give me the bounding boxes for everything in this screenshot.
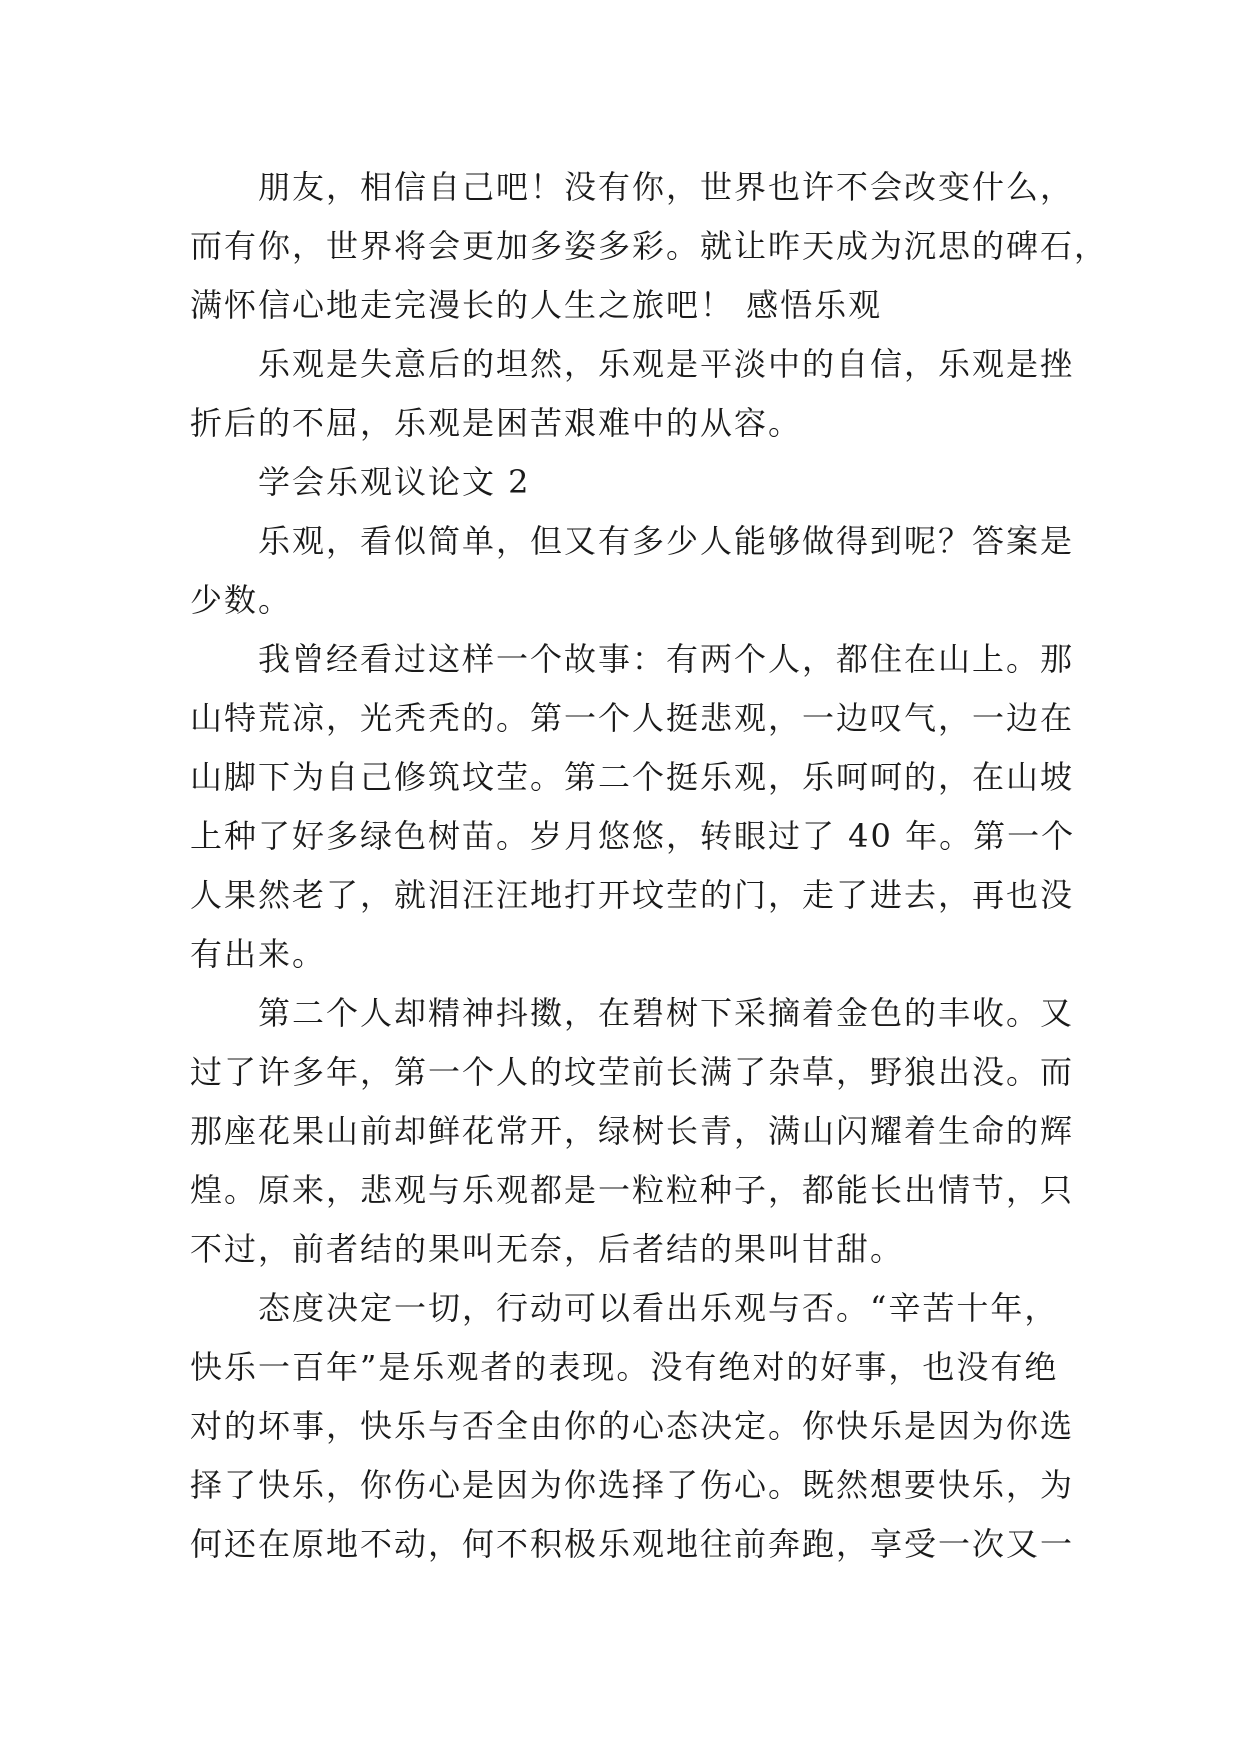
- text-line: 人果然老了，就泪汪汪地打开坟茔的门，走了进去，再也没: [190, 876, 1075, 914]
- text-line: 有出来。: [190, 935, 327, 973]
- text-line: 煌。原来，悲观与乐观都是一粒粒种子，都能长出情节，只: [190, 1171, 1075, 1209]
- paragraph: [190, 453, 1060, 512]
- text-line: 那座花果山前却鲜花常开，绿树长青，满山闪耀着生命的辉: [190, 1112, 1075, 1150]
- text-line: 山特荒凉，光秃秃的。第一个人挺悲观，一边叹气，一边在: [190, 699, 1075, 737]
- document-body: [190, 158, 1109, 1574]
- text-line: 乐观是失意后的坦然，乐观是平淡中的自信，乐观是挫: [258, 345, 1075, 383]
- paragraph: [190, 512, 1075, 630]
- text-line: 朋友，相信自己吧！没有你，世界也许不会改变什么，: [258, 168, 1075, 206]
- paragraph: [190, 158, 1109, 335]
- text-line: 择了快乐，你伤心是因为你选择了伤心。既然想要快乐，为: [190, 1466, 1075, 1504]
- paragraph: [190, 335, 1075, 453]
- text-line: 对的坏事，快乐与否全由你的心态决定。你快乐是因为你选: [190, 1407, 1075, 1445]
- paragraph: [190, 984, 1075, 1279]
- text-line: 过了许多年，第一个人的坟茔前长满了杂草，野狼出没。而: [190, 1053, 1075, 1091]
- text-line: 何还在原地不动，何不积极乐观地往前奔跑，享受一次又一: [190, 1525, 1075, 1563]
- paragraph: [190, 630, 1076, 984]
- text-line: 而有你，世界将会更加多姿多彩。就让昨天成为沉思的碑石，: [190, 227, 1109, 265]
- text-line: 山脚下为自己修筑坟茔。第二个挺乐观，乐呵呵的，在山坡: [190, 758, 1075, 796]
- text-line: 我曾经看过这样一个故事：有两个人，都住在山上。那: [258, 640, 1075, 678]
- text-line: 快乐一百年”是乐观者的表现。没有绝对的好事，也没有绝: [190, 1348, 1059, 1386]
- paragraph: [190, 1279, 1075, 1574]
- text-line: 态度决定一切，行动可以看出乐观与否。“辛苦十年，: [258, 1289, 1059, 1327]
- text-line: 满怀信心地走完漫长的人生之旅吧！ 感悟乐观: [190, 286, 883, 324]
- text-line: 不过，前者结的果叫无奈，后者结的果叫甘甜。: [190, 1230, 905, 1268]
- text-line: 上种了好多绿色树苗。岁月悠悠，转眼过了 40 年。第一个: [190, 817, 1076, 855]
- text-line: 第二个人却精神抖擞，在碧树下采摘着金色的丰收。又: [258, 994, 1075, 1032]
- text-line: 折后的不屈，乐观是困苦艰难中的从容。: [190, 404, 803, 442]
- text-line: 乐观，看似简单，但又有多少人能够做得到呢？答案是: [258, 522, 1075, 560]
- section-heading: 学会乐观议论文 2: [258, 463, 531, 501]
- text-line: 少数。: [190, 581, 293, 619]
